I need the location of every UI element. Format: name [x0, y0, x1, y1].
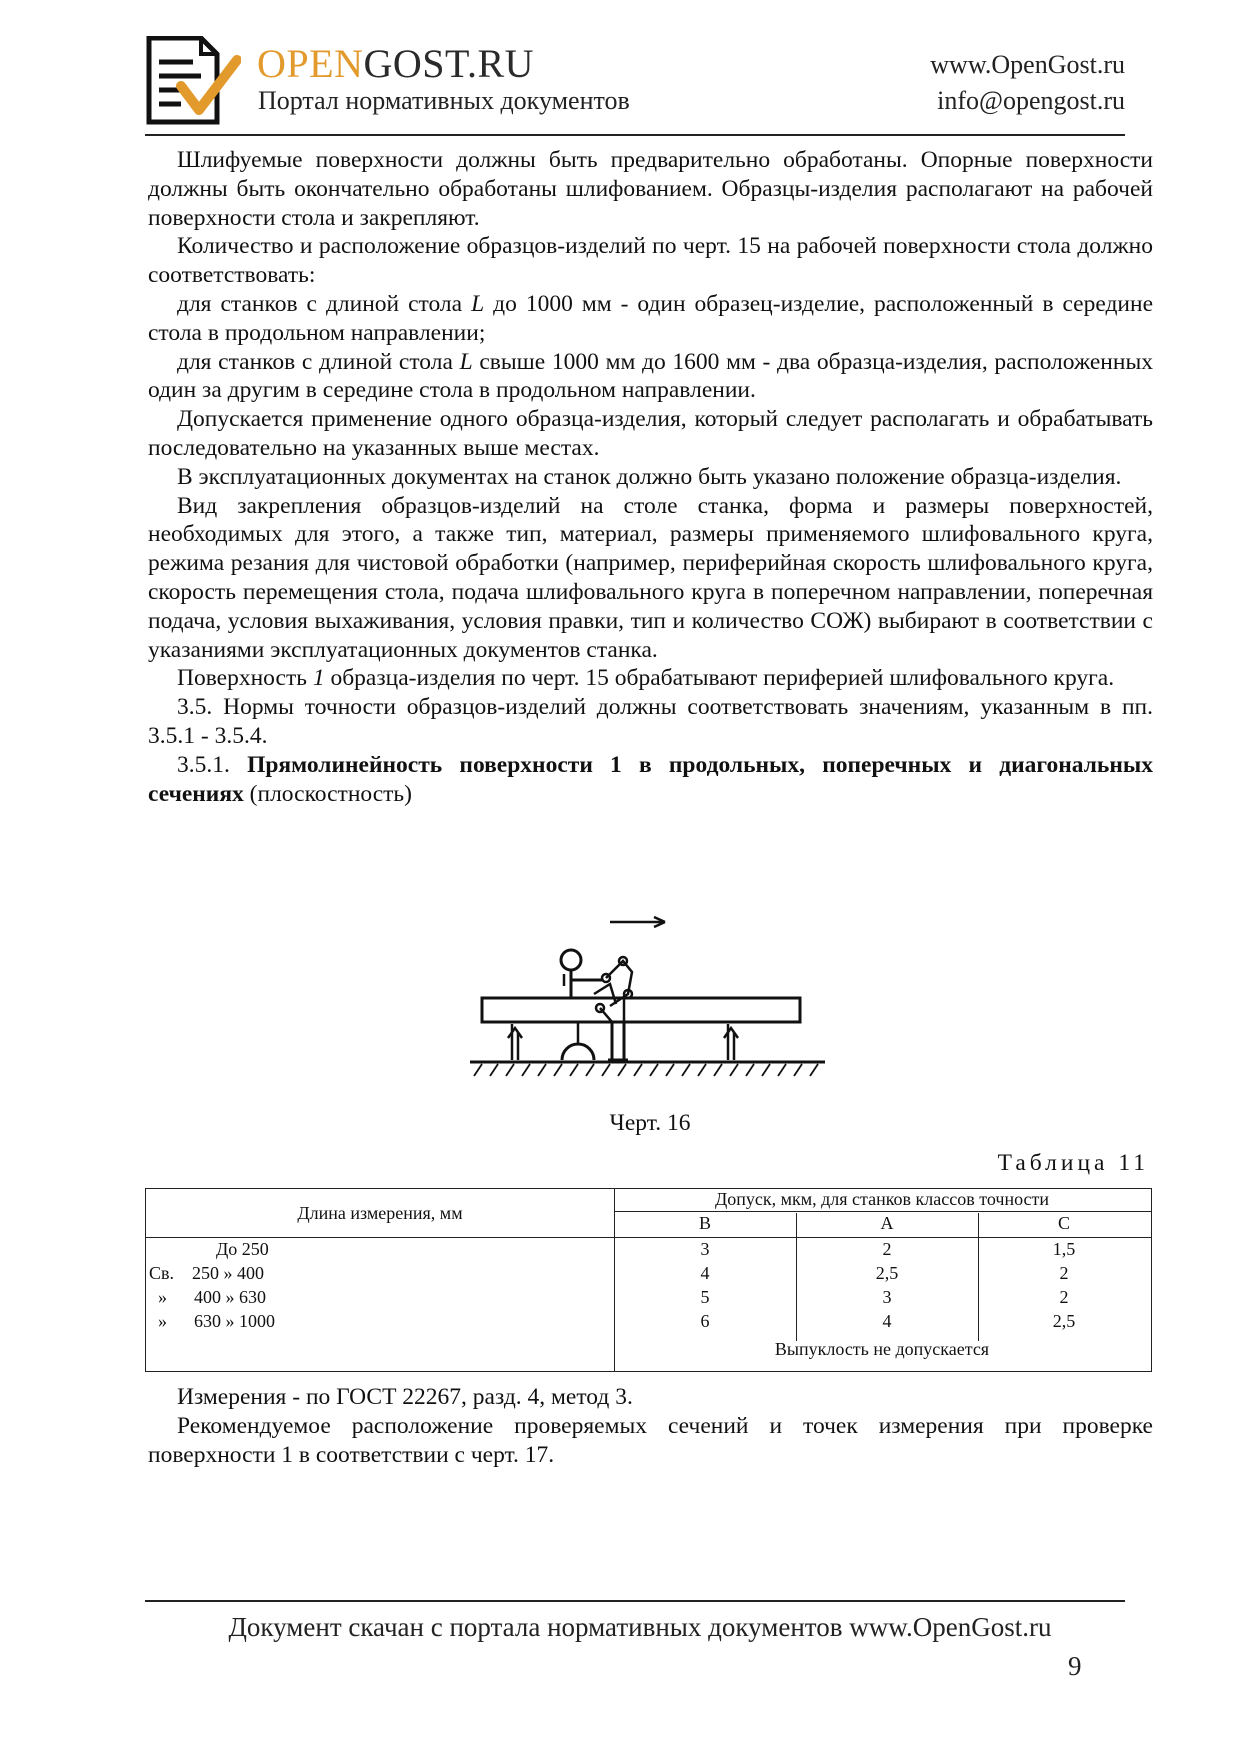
paragraph: Рекомендуемое расположение проверяемых сечений и точек измерения при проверке поверхности 1 в соответствии с черт. 17.: [148, 1412, 1153, 1468]
row-range: 400 » 630: [194, 1287, 266, 1307]
row-range: До 250: [216, 1239, 269, 1259]
table-note: Выпуклость не допускается: [774, 1339, 990, 1359]
class-header-c: С: [1057, 1213, 1070, 1233]
footer-text: Документ скачан с портала нормативных документов www.OpenGost.ru: [228, 1612, 1052, 1642]
paragraph: Количество и расположение образцов-изделий по черт. 15 на рабочей поверхности стола должно соответствовать:: [148, 233, 1153, 289]
paragraph: Поверхность 1 образца-изделия по черт. 15 обрабатывают периферией шлифовального круга.: [177, 665, 1115, 692]
row-range: 630 » 1000: [194, 1311, 275, 1331]
row-prefix: »: [158, 1287, 167, 1307]
table-title: Таблица 11: [997, 1150, 1149, 1176]
paragraph: Шлифуемые поверхности должны быть предварительно обработаны. Опорные поверхности должны быть окончательно обработаны шлифованием. Образцы-изделия располагают на рабочей поверхности стола и закрепляют.: [148, 147, 1153, 231]
document-check-icon: [145, 36, 241, 126]
tolerance-table: [145, 1188, 1152, 1372]
class-header-b: В: [698, 1213, 711, 1233]
table-divider: [146, 1237, 1151, 1238]
paragraph: Вид закрепления образцов-изделий на столе станка, форма и размеры поверхностей, необходимых для этого, а также тип, материал, размеры применяемого шлифовального круга, режима резания для чистовой обработки (например, периферийная скорость шлифовального круга, скорость перемещения стола, подача шлифовального круга в поперечном направлении, поперечная подача, условия выхаживания, условия правки, тип и количество СОЖ) выбирают в соответствии с указаниями эксплуатационных документов станка.: [148, 492, 1153, 663]
table-cell: 6: [700, 1311, 710, 1331]
paragraph: В эксплуатационных документах на станок должно быть указано положение образца-изделия.: [177, 463, 1122, 490]
site-subtitle: Портал нормативных документов: [258, 86, 630, 115]
footer-divider: [145, 1600, 1125, 1602]
paragraph: для станков с длиной стола L свыше 1000 мм до 1600 мм - два образца-изделия, расположенных один за другим в середине стола в продольном направлении.: [148, 348, 1153, 404]
table-cell: 2: [1059, 1287, 1069, 1307]
header-divider: [145, 134, 1125, 136]
paragraph: Допускается применение одного образца-изделия, который следует располагать и обрабатывать последовательно на указанных выше местах.: [148, 406, 1153, 461]
table-cell: 4: [882, 1311, 892, 1331]
table-cell: 5: [700, 1287, 710, 1307]
email-link[interactable]: info@opengost.ru: [937, 86, 1125, 115]
page-header: [145, 36, 1125, 134]
figure-16-diagram: [460, 914, 840, 1094]
paragraph: Измерения - по ГОСТ 22267, разд. 4, метод 3.: [177, 1384, 633, 1410]
row-prefix: Св.: [149, 1263, 175, 1283]
table-cell: 2,5: [1052, 1311, 1076, 1331]
site-link[interactable]: www.OpenGost.ru: [930, 50, 1125, 79]
table-cell: 3: [882, 1287, 892, 1307]
row-range: 250 » 400: [192, 1263, 264, 1283]
site-brand[interactable]: OPENGOST.RU: [257, 41, 535, 86]
page-number: 9: [1068, 1651, 1082, 1681]
table-cell: 2,5: [875, 1263, 899, 1283]
table-cell: 4: [700, 1263, 710, 1283]
table-divider: [614, 1211, 1151, 1212]
column-header-length: Длина измерения, мм: [297, 1203, 463, 1223]
paragraph: 3.5.1. Прямолинейность поверхности 1 в продольных, поперечных и диагональных сечениях (плоскостность): [148, 751, 1153, 807]
column-header-tolerance: Допуск, мкм, для станков классов точности: [714, 1189, 1050, 1209]
paragraph: для станков с длиной стола L до 1000 мм - один образец-изделие, расположенный в середине стола в продольном направлении;: [148, 290, 1154, 346]
table-cell: 3: [700, 1239, 710, 1259]
document-body: [148, 146, 1153, 808]
table-cell: 2: [882, 1239, 892, 1259]
paragraph: 3.5. Нормы точности образцов-изделий должны соответствовать значениям, указанным в пп. 3.5.1 - 3.5.4.: [148, 694, 1153, 749]
row-prefix: »: [158, 1311, 167, 1331]
document-body-continued: [148, 1383, 1153, 1469]
table-cell: 2: [1059, 1263, 1069, 1283]
class-header-a: А: [880, 1213, 894, 1233]
figure-caption: Черт. 16: [609, 1110, 691, 1136]
table-cell: 1,5: [1052, 1239, 1076, 1259]
